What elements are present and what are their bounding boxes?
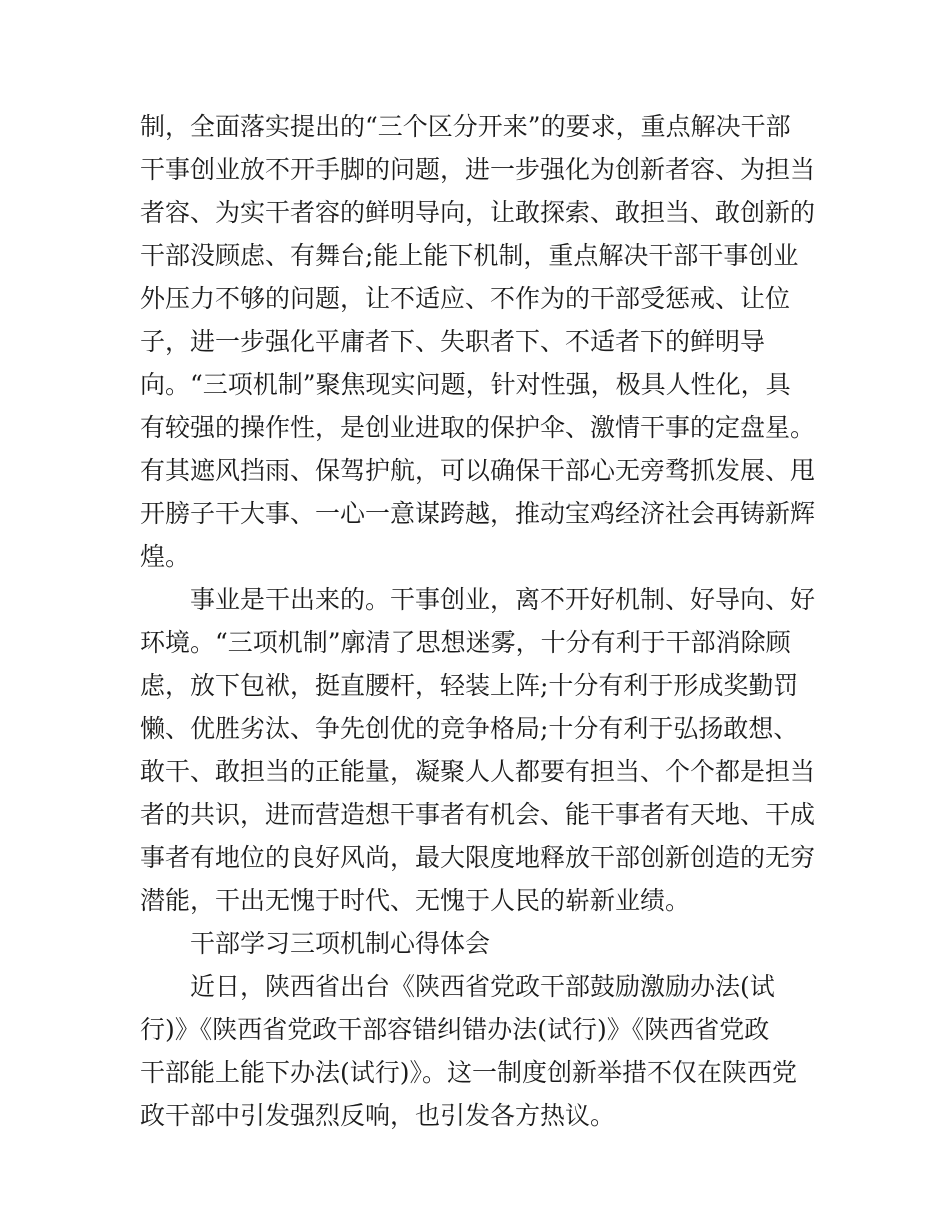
text-line: 敢干、敢担当的正能量，凝聚人人都要有担当、个个都是担当 [140,757,816,786]
text-line: 懒、优胜劣汰、争先创优的竞争格局;十分有利于弘扬敢想、 [140,714,799,743]
text-line: 干事创业放不开手脚的问题，进一步强化为创新者容、为担当 [140,155,816,184]
text-line: 外压力不够的问题，让不适应、不作为的干部受惩戒、让位 [140,284,791,313]
text-line: 者的共识，进而营造想干事者有机会、能干事者有天地、干成 [140,800,816,829]
text-line: 政干部中引发强烈反响，也引发各方热议。 [140,1101,616,1130]
text-line: 向。“三项机制”聚焦现实问题，针对性强，极具人性化，具 [140,370,791,399]
text-line: 行)》《陕西省党政干部容错纠错办法(试行)》《陕西省党政 [140,1015,770,1044]
text-line: 者容、为实干者容的鲜明导向，让敢探索、敢担当、敢创新的 [140,198,816,227]
paragraph-start-line: 事业是干出来的。干事创业，离不开好机制、好导向、好 [190,585,816,614]
text-line: 潜能，干出无愧于时代、无愧于人民的崭新业绩。 [140,886,691,915]
section-heading: 干部学习三项机制心得体会 [190,929,491,958]
text-line: 子，进一步强化平庸者下、失职者下、不适者下的鲜明导 [140,327,766,356]
text-line: 制，全面落实提出的“三个区分开来”的要求，重点解决干部 [140,112,791,141]
text-line: 煌。 [140,542,191,571]
text-line: 虑，放下包袱，挺直腰杆，轻装上阵;十分有利于形成奖勤罚 [140,671,799,700]
paragraph-start-line: 近日，陕西省出台《陕西省党政干部鼓励激励办法(试 [190,972,775,1001]
text-line: 开膀子干大事、一心一意谋跨越，推动宝鸡经济社会再铸新辉 [140,499,816,528]
text-line: 有较强的操作性，是创业进取的保护伞、激情干事的定盘星。 [140,413,816,442]
text-line: 干部能上能下办法(试行)》。这一制度创新举措不仅在陕西党 [140,1058,798,1087]
text-line: 有其遮风挡雨、保驾护航，可以确保干部心无旁骛抓发展、甩 [140,456,816,485]
text-line: 事者有地位的良好风尚，最大限度地释放干部创新创造的无穷 [140,843,816,872]
text-line: 干部没顾虑、有舞台;能上能下机制，重点解决干部干事创业 [140,241,799,270]
text-line: 环境。“三项机制”廓清了思想迷雾，十分有利于干部消除顾 [140,628,791,657]
